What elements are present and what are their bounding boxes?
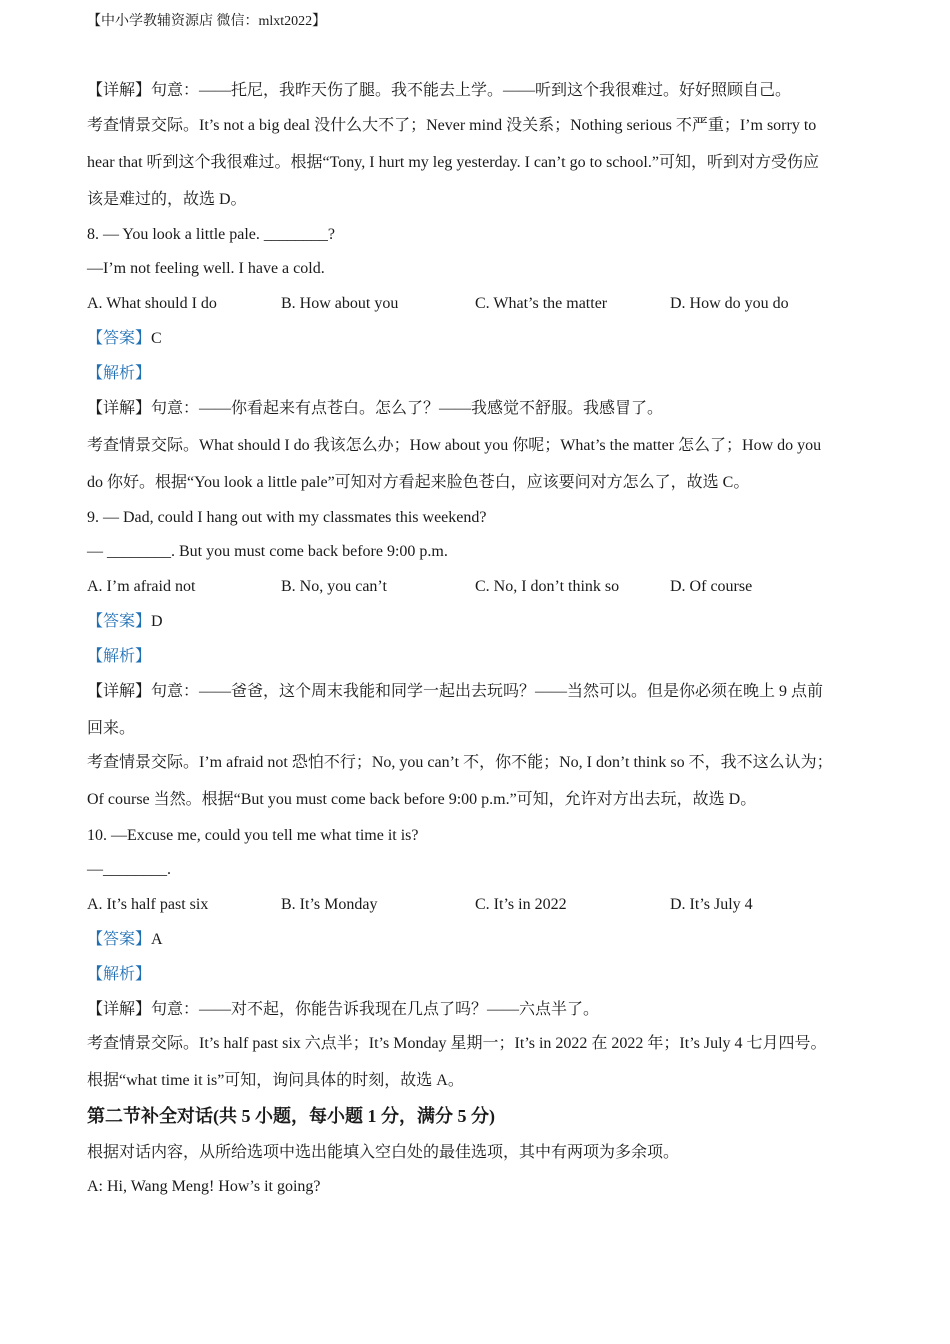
- q10-analysis-tag: 【解析】: [87, 966, 152, 983]
- answer-tag: 【答案】: [87, 931, 152, 948]
- answer-value: D: [151, 613, 163, 630]
- q8-option-c: C. What’s the matter: [475, 295, 608, 312]
- answer-tag: 【答案】: [87, 613, 152, 630]
- q9-option-c: C. No, I don’t think so: [475, 578, 620, 595]
- answer-value: C: [151, 330, 162, 347]
- answer-tag: 【答案】: [87, 330, 152, 347]
- q8-explanation-2: do 你好。根据“You look a little pale”可知对方看起来脸色苍白，应该要问对方怎么了，故选 C。: [87, 474, 750, 491]
- q8-answer: [87, 328, 162, 350]
- q9-option-b: B. No, you can’t: [281, 578, 387, 595]
- q9-question: 9. — Dad, could I hang out with my classmates this weekend?: [87, 509, 487, 526]
- q7-explanation-3: 该是难过的，故选 D。: [87, 191, 247, 208]
- q10-explanation-1: 考查情景交际。It’s half past six 六点半；It’s Monday 星期一；It’s in 2022 在 2022 年；It’s July 4 七月四号。: [87, 1035, 827, 1052]
- section-title: 第二节补全对话(共 5 小题，每小题 1 分，满分 5 分): [87, 1106, 495, 1126]
- q10-answer: [87, 929, 163, 951]
- section-instructions: 根据对话内容，从所给选项中选出能填入空白处的最佳选项，其中有两项为多余项。: [87, 1144, 680, 1161]
- q9-analysis-tag: 【解析】: [87, 648, 152, 665]
- q9-detail-1: 【详解】句意：——爸爸，这个周末我能和同学一起出去玩吗？——当然可以。但是你必须在晚上 9 点前: [87, 683, 824, 700]
- q8-option-b: B. How about you: [281, 295, 399, 312]
- q10-option-b: B. It’s Monday: [281, 896, 378, 913]
- dialog-line-1: A: Hi, Wang Meng! How’s it going?: [87, 1178, 321, 1195]
- q10-explanation-2: 根据“what time it is”可知，询问具体的时刻，故选 A。: [87, 1072, 464, 1089]
- answer-value: A: [151, 931, 163, 948]
- q10-option-a: A. It’s half past six: [87, 896, 209, 913]
- q8-option-d: D. How do you do: [670, 295, 789, 312]
- q10-question: 10. —Excuse me, could you tell me what time it is?: [87, 827, 419, 844]
- q8-question: 8. — You look a little pale. ________?: [87, 226, 335, 243]
- q9-detail-2: 回来。: [87, 720, 136, 737]
- q7-explanation-1: 考查情景交际。It’s not a big deal 没什么大不了；Never mind 没关系；Nothing serious 不严重；I’m sorry to: [87, 117, 817, 134]
- q9-explanation-1: 考查情景交际。I’m afraid not 恐怕不行；No, you can’t 不，你不能；No, I don’t think so 不，我不这么认为；: [87, 754, 833, 771]
- q10-option-c: C. It’s in 2022: [475, 896, 567, 913]
- q8-explanation-1: 考查情景交际。What should I do 我该怎么办；How about you 你呢；What’s the matter 怎么了；How do you: [87, 437, 822, 454]
- q9-answer: [87, 611, 163, 633]
- q10-response: —________.: [87, 861, 171, 878]
- q9-option-a: A. I’m afraid not: [87, 578, 196, 595]
- q7-explanation-2: hear that 听到这个我很难过。根据“Tony, I hurt my leg yesterday. I can’t go to school.”可知，听到对方受伤应: [87, 154, 819, 171]
- q8-detail: 【详解】句意：——你看起来有点苍白。怎么了？——我感觉不舒服。我感冒了。: [87, 400, 664, 417]
- watermark-header: 【中小学教辅资源店 微信：mlxt2022】: [87, 14, 327, 29]
- q9-explanation-2: Of course 当然。根据“But you must come back before 9:00 p.m.”可知，允许对方出去玩，故选 D。: [87, 791, 757, 808]
- q8-response: —I’m not feeling well. I have a cold.: [87, 260, 325, 277]
- q8-analysis-tag: 【解析】: [87, 365, 152, 382]
- q9-response: — ________. But you must come back before 9:00 p.m.: [87, 543, 448, 560]
- q10-option-d: D. It’s July 4: [670, 896, 753, 913]
- q10-detail: 【详解】句意：——对不起，你能告诉我现在几点了吗？——六点半了。: [87, 1001, 600, 1018]
- q7-detail: 【详解】句意：——托尼，我昨天伤了腿。我不能去上学。——听到这个我很难过。好好照顾自己。: [87, 82, 792, 99]
- q8-option-a: A. What should I do: [87, 295, 217, 312]
- q9-option-d: D. Of course: [670, 578, 753, 595]
